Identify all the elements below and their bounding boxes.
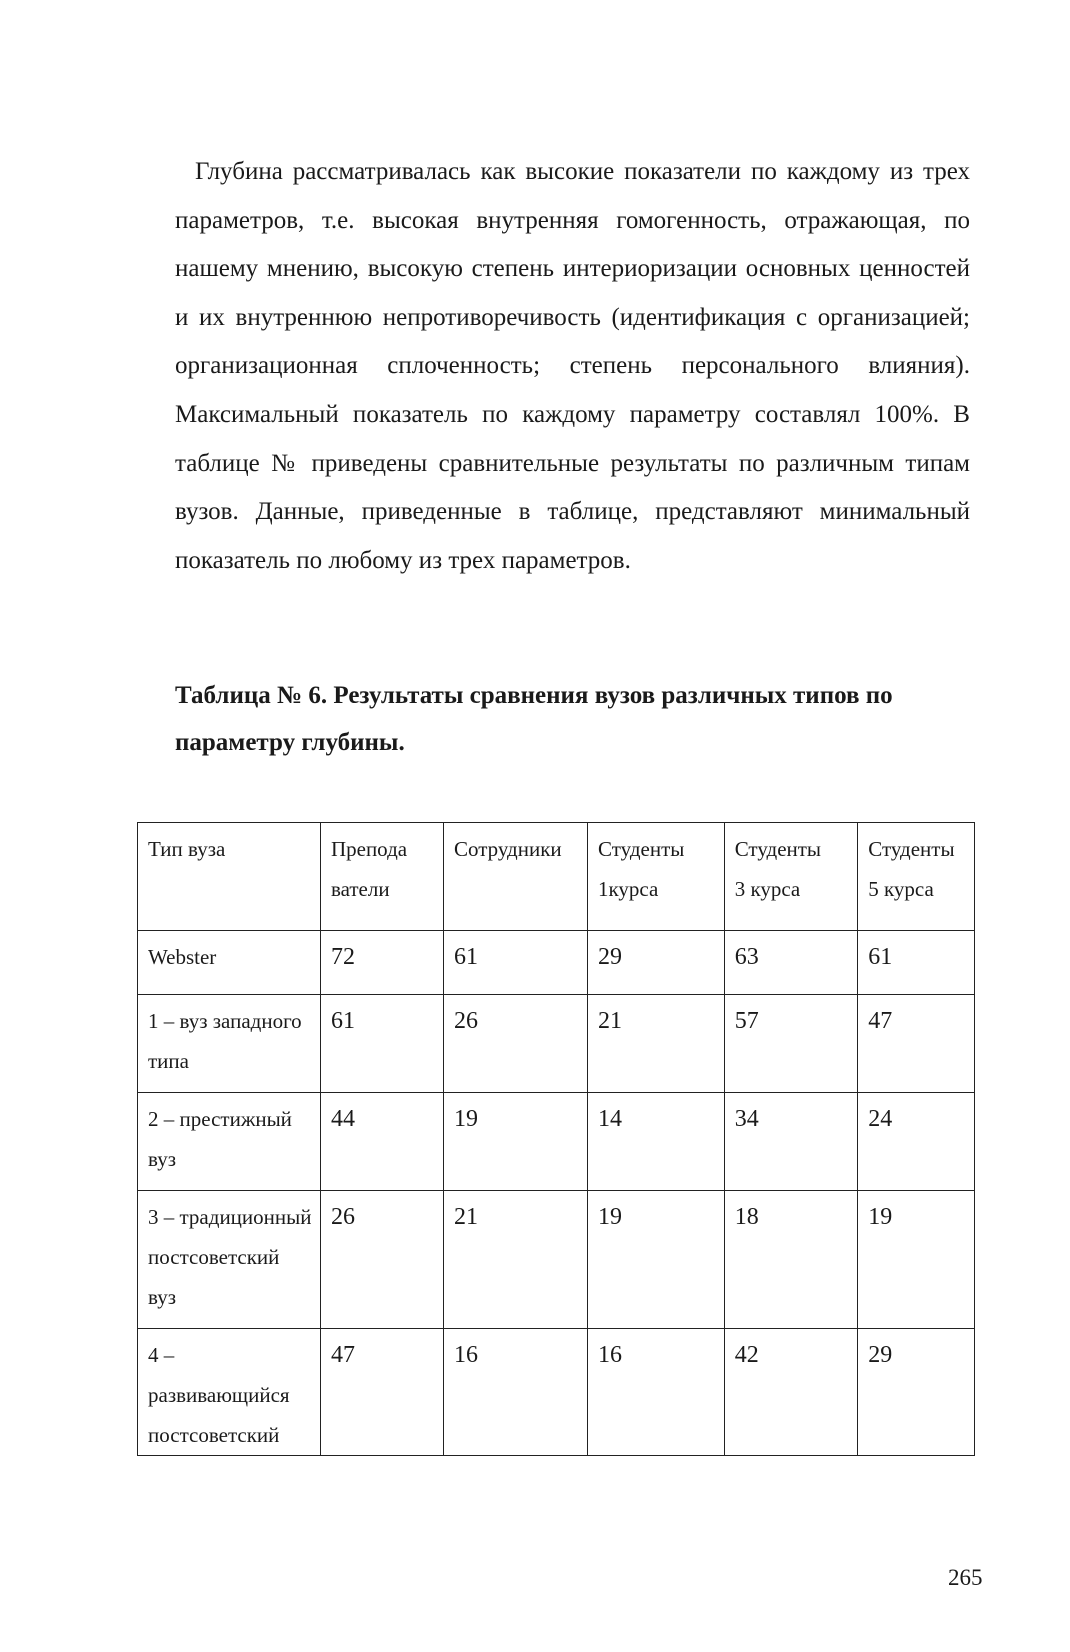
- value-cell: 24: [858, 1093, 975, 1191]
- table-caption: Таблица № 6. Результаты сравнения вузов различных типов по параметру глубины.: [175, 682, 893, 756]
- value-cell: 61: [320, 995, 443, 1093]
- value-cell: 47: [858, 995, 975, 1093]
- table-row: [138, 931, 975, 995]
- header-cell: Студенты 3 курса: [724, 823, 858, 931]
- table-row: [138, 995, 975, 1093]
- value-cell: 26: [320, 1191, 443, 1329]
- value-cell: 16: [588, 1329, 725, 1456]
- value-cell: 29: [588, 931, 725, 995]
- value-cell: 19: [858, 1191, 975, 1329]
- value-cell: 19: [588, 1191, 725, 1329]
- value-cell: 19: [443, 1093, 587, 1191]
- table-row: [138, 1093, 975, 1191]
- value-cell: 47: [320, 1329, 443, 1456]
- header-cell: Студенты 1курса: [588, 823, 725, 931]
- row-label-cell: 1 – вуз западного типа: [138, 995, 321, 1093]
- value-cell: 34: [724, 1093, 858, 1191]
- value-cell: 21: [443, 1191, 587, 1329]
- value-cell: 72: [320, 931, 443, 995]
- value-cell: 21: [588, 995, 725, 1093]
- value-cell: 18: [724, 1191, 858, 1329]
- row-label-cell: 4 – развивающийся постсоветский: [138, 1329, 321, 1456]
- header-cell: Препода ватели: [320, 823, 443, 931]
- table-row: [138, 1329, 975, 1456]
- body-paragraph: Глубина рассматривалась как высокие показатели по каждому из трех параметров, т.е. высокая внутренняя гомогенность, отражающая, по нашему мнению, высокую степень интериоризации основных ценностей и их внутреннюю непротиворечивость (идентификация с организацией; организационная сплоченность; степень персонального влияния). Максимальный показатель по каждому параметру составлял 100%. В таблице № приведены сравнительные результаты по различным типам вузов. Данные, приведенные в таблице, представляют минимальный показатель по любому из трех параметров.: [175, 158, 970, 574]
- value-cell: 16: [443, 1329, 587, 1456]
- page-number: 265: [948, 1565, 983, 1590]
- results-table: [137, 822, 975, 1456]
- value-cell: 26: [443, 995, 587, 1093]
- row-label-cell: 3 – традиционный постсоветский вуз: [138, 1191, 321, 1329]
- value-cell: 29: [858, 1329, 975, 1456]
- table-header-row: [138, 823, 975, 931]
- header-cell: Тип вуза: [138, 823, 321, 931]
- header-cell: Студенты 5 курса: [858, 823, 975, 931]
- value-cell: 44: [320, 1093, 443, 1191]
- value-cell: 61: [858, 931, 975, 995]
- value-cell: 57: [724, 995, 858, 1093]
- table-row: [138, 1191, 975, 1329]
- value-cell: 42: [724, 1329, 858, 1456]
- value-cell: 63: [724, 931, 858, 995]
- value-cell: 61: [443, 931, 587, 995]
- value-cell: 14: [588, 1093, 725, 1191]
- row-label-cell: Webster: [138, 931, 321, 995]
- header-cell: Сотрудники: [443, 823, 587, 931]
- row-label-cell: 2 – престижный вуз: [138, 1093, 321, 1191]
